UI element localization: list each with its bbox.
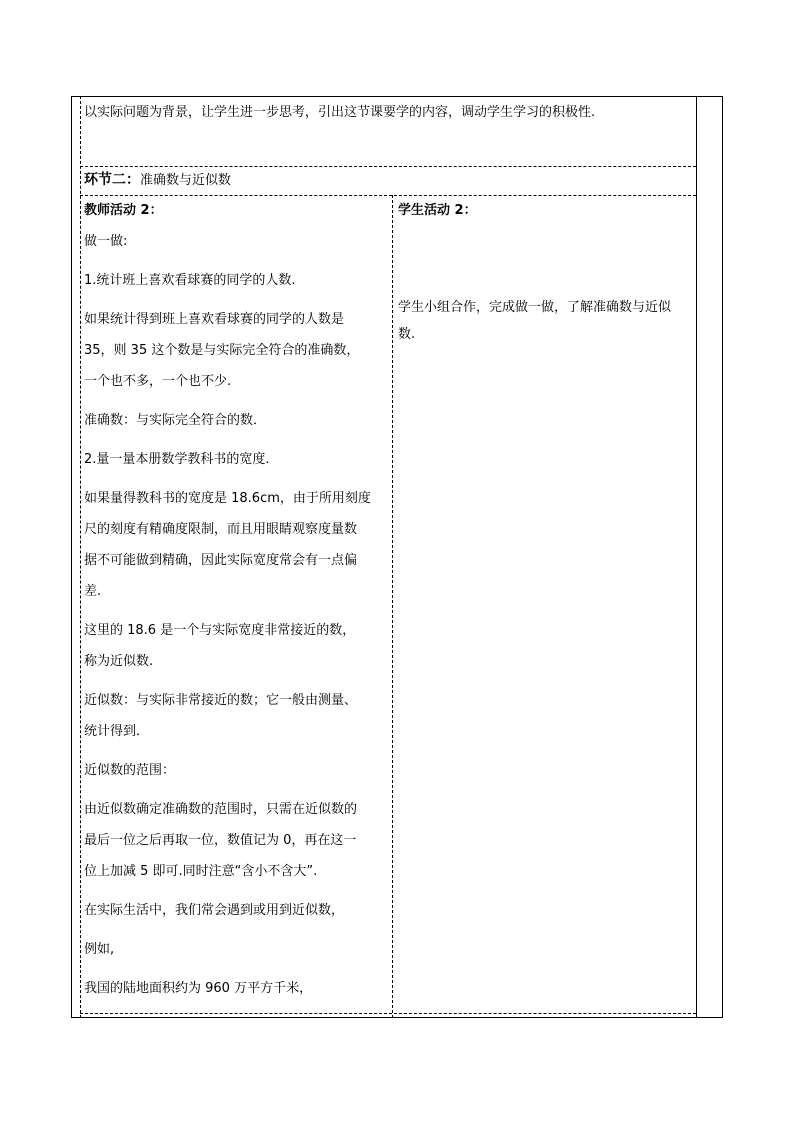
teacher-line: 如果量得教科书的宽度是 18.6cm，由于所用刻度 <box>84 491 371 506</box>
teacher-line: 尺的刻度有精确度限制，而且用眼睛观察度量数 <box>84 522 358 537</box>
row-divider-bottom <box>80 1013 696 1014</box>
student-line: 数. <box>398 327 416 342</box>
section-title <box>84 166 231 195</box>
teacher-activity-column <box>84 195 389 1004</box>
student-activity-column <box>398 195 693 347</box>
teacher-line: 一个也不多，一个也不少. <box>84 374 232 389</box>
teacher-line: 据不可能做到精确，因此实际宽度常会有一点偏 <box>84 553 358 568</box>
teacher-line: 准确数：与实际完全符合的数． <box>84 413 267 428</box>
teacher-line: 这里的 18.6 是一个与实际宽度非常接近的数， <box>84 623 356 638</box>
student-activity-heading: 学生活动 2： <box>398 203 477 218</box>
teacher-line: 差. <box>84 584 102 599</box>
section-label: 环节二： <box>84 172 140 188</box>
teacher-line: 1.统计班上喜欢看球赛的同学的人数. <box>84 273 296 288</box>
teacher-line: 统计得到． <box>84 724 150 739</box>
teacher-line: 最后一位之后再取一位，数值记为 0，再在这一 <box>84 833 357 848</box>
teacher-line: 如果统计得到班上喜欢看球赛的同学的人数是 <box>84 312 345 327</box>
column-divider <box>392 195 393 1018</box>
table-left-dashed-border <box>80 96 81 1018</box>
teacher-line: 我国的陆地面积约为 960 万平方千米， <box>84 981 313 996</box>
teacher-line: 例如, <box>84 942 115 957</box>
teacher-line: 35，则 35 这个数是与实际完全符合的准确数， <box>84 343 360 358</box>
teacher-line: 近似数的范围： <box>84 763 176 778</box>
table-right-dashed-border <box>696 96 697 1018</box>
teacher-line: 做一做: <box>84 234 128 249</box>
section-name: 准确数与近似数 <box>140 173 232 188</box>
teacher-line: 2.量一量本册数学教科书的宽度. <box>84 452 270 467</box>
teacher-line: 位上加减 5 即可.同时注意“含小不含大”. <box>84 864 318 879</box>
intro-text: 以实际问题为背景，让学生进一步思考，引出这节课要学的内容，调动学生学习的积极性. <box>84 105 596 120</box>
teacher-line: 近似数：与实际非常接近的数；它一般由测量、 <box>84 693 358 708</box>
teacher-line: 在实际生活中，我们常会遇到或用到近似数， <box>84 903 345 918</box>
student-line: 学生小组合作，完成做一做，了解准确数与近似 <box>398 300 672 315</box>
teacher-activity-heading: 教师活动 2： <box>84 203 163 218</box>
teacher-line: 称为近似数. <box>84 654 154 669</box>
teacher-line: 由近似数确定准确数的范围时，只需在近似数的 <box>84 802 358 817</box>
